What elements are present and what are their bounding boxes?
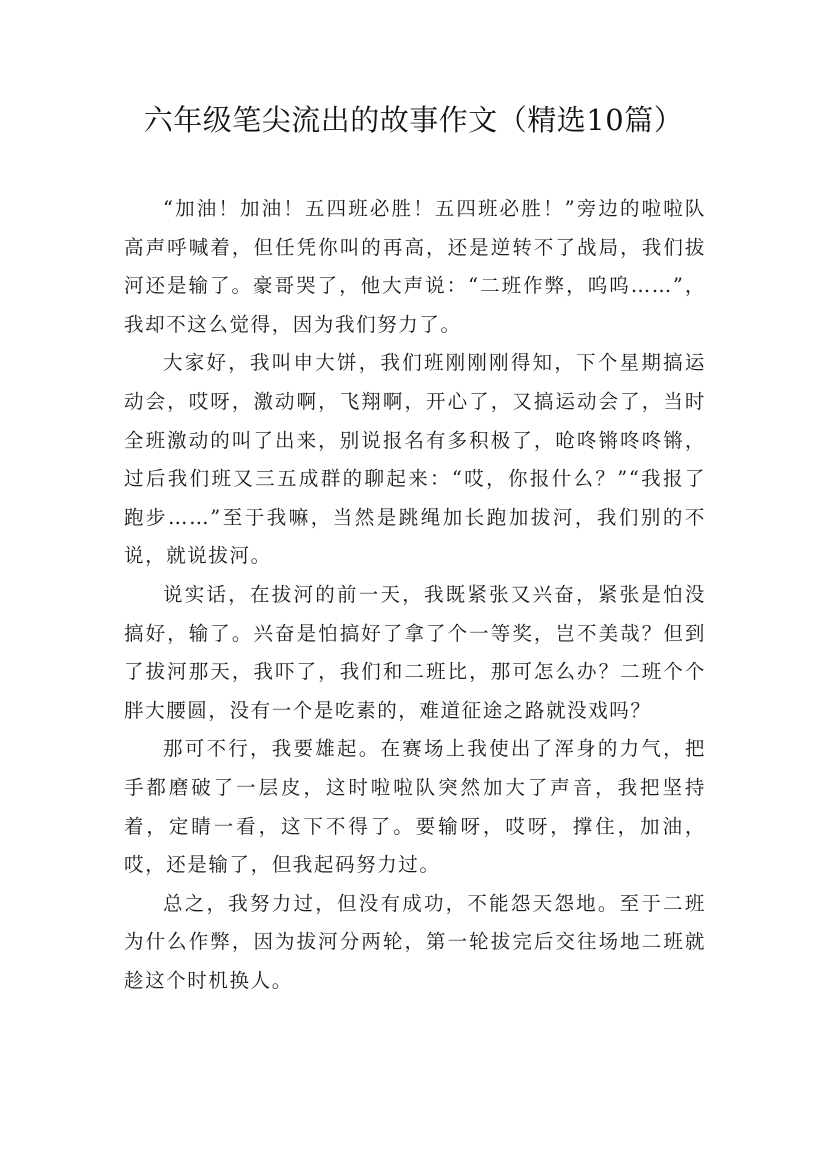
paragraph: “加油！加油！五四班必胜！五四班必胜！”旁边的啦啦队高声呼喊着，但任凭你叫的再高，还是逆转不了战局，我们拔河还是输了。豪哥哭了，他大声说：“二班作弊，呜呜……”，我却不这么觉得，因为我们努力了。 — [124, 197, 706, 336]
paragraph: 总之，我努力过，但没有成功，不能怨天怨地。至于二班为什么作弊，因为拔河分两轮，第一轮拔完后交往场地二班就趁这个时机换人。 — [124, 891, 706, 992]
paragraph: 那可不行，我要雄起。在赛场上我使出了浑身的力气，把手都磨破了一层皮，这时啦啦队突然加大了声音，我把坚持着，定睛一看，这下不得了。要输呀，哎呀，撑住，加油，哎，还是输了，但我起码努力过。 — [124, 737, 706, 877]
document-title: 六年级笔尖流出的故事作文（精选10篇） — [143, 103, 684, 137]
document-body — [124, 190, 706, 1000]
paragraph: 大家好，我叫申大饼，我们班刚刚刚得知，下个星期搞运动会，哎呀，激动啊，飞翔啊，开心了，又搞运动会了，当时全班激动的叫了出来，别说报名有多积极了，呛咚锵咚咚锵，过后我们班又三五成群的聊起来：“哎，你报什么？”“我报了跑步……”至于我嘛，当然是跳绳加长跑加拔河，我们别的不说，就说拔河。 — [124, 351, 706, 568]
paragraph: 说实话，在拔河的前一天，我既紧张又兴奋，紧张是怕没搞好，输了。兴奋是怕搞好了拿了个一等奖，岂不美哉？但到了拔河那天，我吓了，我们和二班比，那可怎么办？二班个个胖大腰圆，没有一个是吃素的，难道征途之路就没戏吗？ — [124, 582, 706, 722]
